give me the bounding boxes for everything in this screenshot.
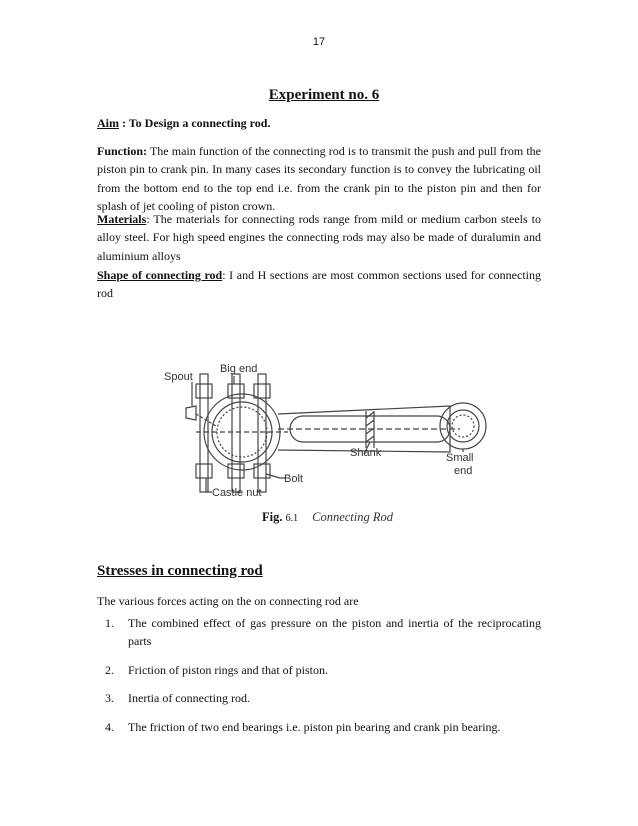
- label-bolt: Bolt: [284, 473, 303, 485]
- list-number: 1.: [105, 616, 114, 630]
- shape-label: Shape of connecting rod: [97, 268, 223, 282]
- piston-pin: [452, 415, 474, 437]
- caption-fig: Fig.: [262, 510, 283, 524]
- list-item: [97, 689, 541, 707]
- caption-name: Connecting Rod: [312, 510, 393, 524]
- materials-text: : The materials for connecting rods range from mild or medium carbon steels to alloy steel. For high speed engines the connecting rods may also be made of duralumin and aluminium alloys: [97, 212, 541, 263]
- aim-text: : To Design a connecting rod.: [119, 116, 271, 130]
- title-text: Experiment no. 6: [268, 87, 380, 103]
- shape-text: : I and H sections are most common sections used for connecting rod: [97, 268, 541, 301]
- aim-paragraph: [97, 114, 541, 132]
- list-number: 2.: [105, 662, 114, 677]
- label-spout: Spout: [164, 371, 193, 383]
- function-text: The main function of the connecting rod is to transmit the push and pull from the piston pin to crank pin. In many cases its secondary function is to convey the lubricating oil from the bottom end to the top end i.e. from the crank pin to the piston pin and then for splash of jet cooling of piston crown.: [97, 144, 541, 214]
- materials-label: Materials: [97, 212, 147, 226]
- shape-paragraph: [97, 266, 541, 303]
- page-number: 17: [312, 36, 326, 48]
- bolts: [196, 374, 270, 492]
- bolt-leader: [266, 474, 286, 478]
- list-item: [97, 718, 541, 736]
- spout-shape: [186, 406, 196, 420]
- page-title: [0, 87, 638, 104]
- list-number: 4.: [105, 719, 114, 734]
- stresses-intro: The various forces acting on the on connecting rod are: [97, 594, 359, 608]
- label-big-end: Big end: [220, 363, 258, 375]
- label-shank: Shank: [350, 447, 382, 459]
- list-number: 3.: [105, 691, 114, 706]
- stresses-heading: Stresses in connecting rod: [97, 563, 263, 579]
- list-item: [97, 614, 541, 651]
- label-small: Small: [446, 452, 474, 464]
- stresses-list: [97, 614, 541, 746]
- list-text: Inertia of connecting rod.: [128, 691, 250, 706]
- label-castle-nut: Castle nut: [212, 487, 262, 499]
- materials-paragraph: [97, 210, 541, 265]
- connecting-rod-figure: [160, 356, 500, 531]
- caption-number: 6.1: [285, 513, 299, 524]
- figure-caption: [262, 510, 393, 525]
- list-text: The friction of two end bearings i.e. piston pin bearing and crank pin bearing.: [128, 719, 501, 734]
- aim-label: Aim: [97, 116, 119, 130]
- list-text: The combined effect of gas pressure on the piston and inertia of the reciprocating parts: [128, 616, 541, 649]
- function-paragraph: [97, 142, 541, 216]
- function-label: Function:: [97, 144, 148, 158]
- list-item: [97, 661, 541, 679]
- list-text: Friction of piston rings and that of piston.: [128, 662, 328, 677]
- label-end: end: [454, 465, 473, 477]
